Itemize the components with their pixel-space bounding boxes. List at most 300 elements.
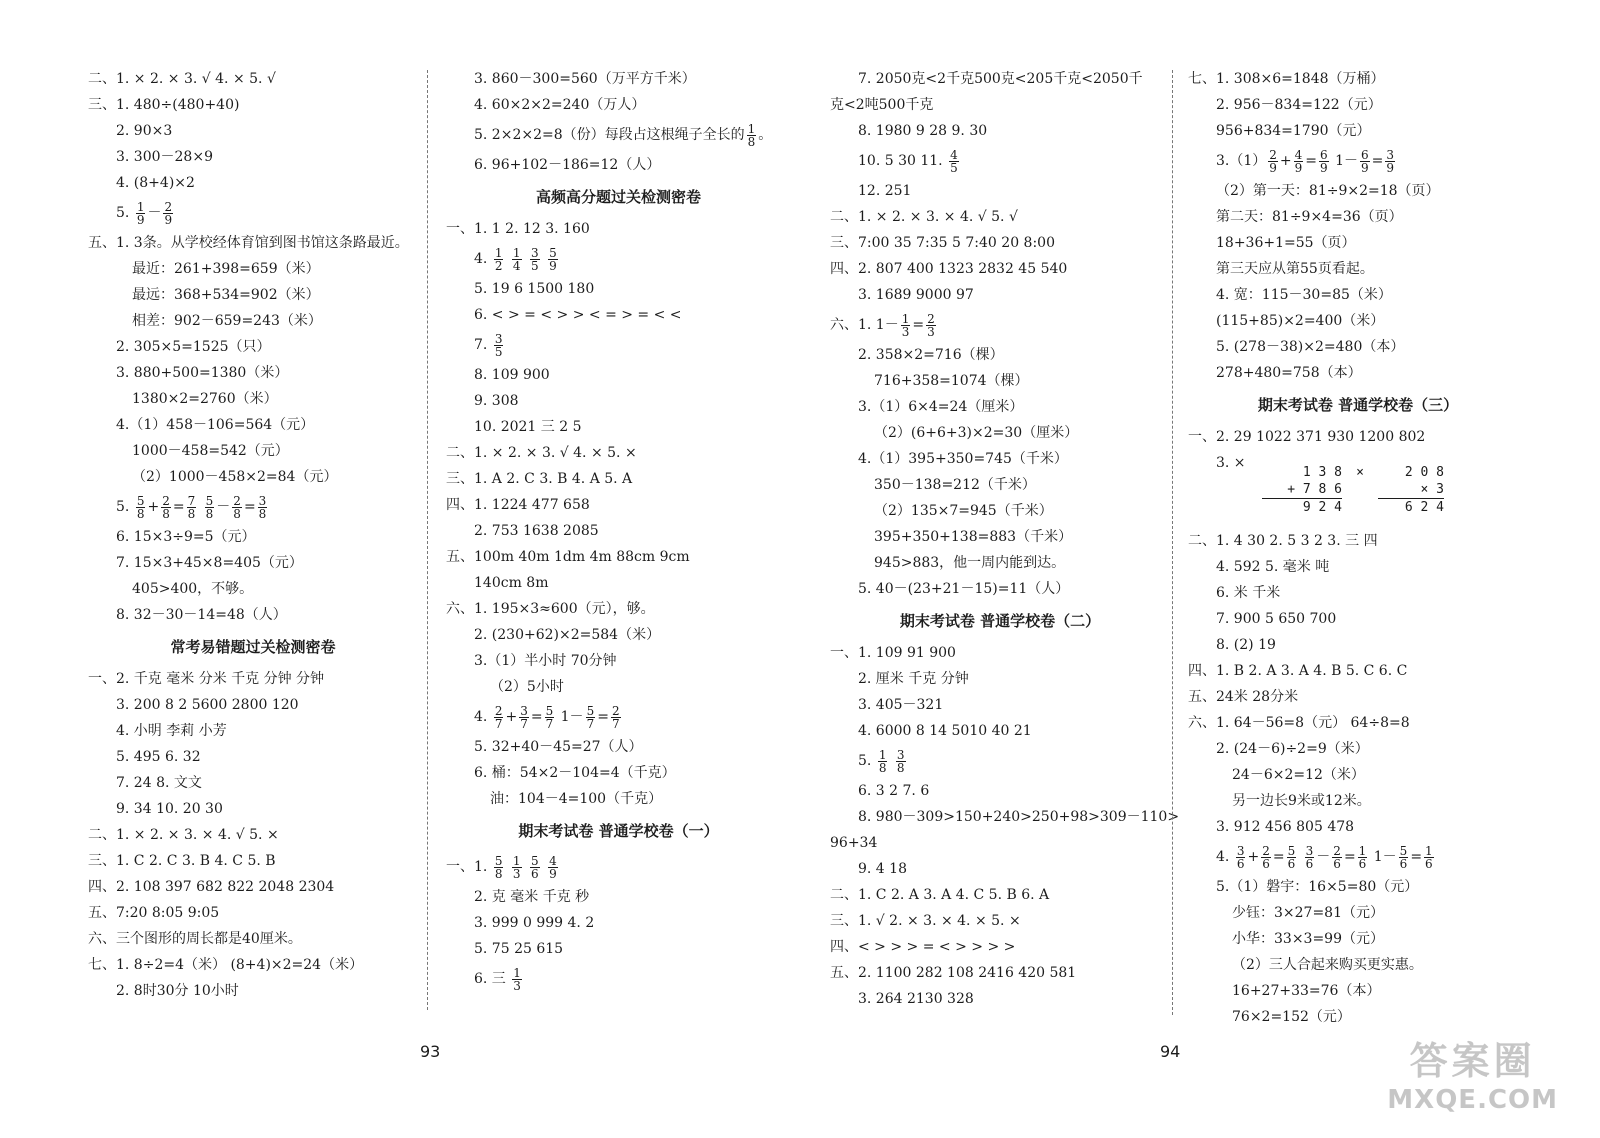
answer-line: 8. 1980 9 28 9. 30	[858, 123, 988, 139]
denominator: 7	[520, 716, 528, 731]
answer-text: 5. 2×2×2=8（份）每段占这根绳子全长的	[474, 127, 745, 143]
numerator: 6	[1361, 147, 1369, 162]
answer-text: 6. 三	[474, 971, 511, 987]
section-heading: 常考易错题过关检测密卷	[170, 638, 336, 656]
answer-line: 395+350+138=883（千米）	[874, 529, 1073, 545]
denominator: 8	[187, 506, 196, 521]
numerator: 1	[1425, 843, 1433, 858]
fraction	[530, 855, 540, 880]
answer-line: 140cm 8m	[474, 575, 549, 591]
answer-line	[830, 308, 1170, 342]
answer-text	[542, 859, 546, 875]
answer-text: －	[216, 499, 231, 515]
answer-line: 二、1. 4 30 2. 5 3 2 3. 三 四	[1188, 533, 1378, 549]
denominator: 7	[494, 716, 503, 731]
answer-line: 二、1. × 2. × 3. × 4. √ 5. √	[830, 209, 1018, 225]
answer-line: 4. (8+4)×2	[116, 175, 195, 191]
fraction	[512, 855, 522, 880]
answer-line: 2. 厘米 千克 分钟	[858, 671, 969, 687]
denominator: 5	[494, 344, 503, 359]
fraction	[519, 705, 529, 730]
denominator: 6	[1425, 856, 1433, 871]
denominator: 9	[1386, 160, 1395, 175]
fraction	[187, 495, 197, 520]
fraction	[878, 749, 888, 774]
answer-line: 4. 小明 李莉 小芳	[116, 723, 227, 739]
column-divider	[1172, 70, 1173, 1015]
denominator: 9	[1269, 160, 1277, 175]
fraction	[494, 705, 504, 730]
numerator: 3	[1386, 147, 1395, 162]
fraction	[512, 967, 522, 992]
numerator: 2	[611, 703, 620, 718]
fraction	[512, 247, 522, 272]
denominator: 9	[1320, 160, 1328, 175]
watermark-logo: 答案圈 MXQE.COM	[1387, 1039, 1558, 1115]
numerator: 5	[531, 853, 539, 868]
denominator: 7	[586, 716, 595, 731]
fraction	[494, 333, 504, 358]
fraction	[136, 201, 146, 226]
denominator: 6	[1287, 856, 1296, 871]
answer-line: 12. 251	[858, 183, 912, 199]
answer-line: 4. 宽：115－30=85（米）	[1216, 287, 1392, 303]
denominator: 9	[1361, 160, 1369, 175]
answer-line	[1188, 144, 1528, 178]
answer-text: =	[1272, 849, 1285, 865]
answer-text	[198, 499, 202, 515]
answer-line	[1188, 840, 1528, 874]
answer-line: 二、1. × 2. × 3. √ 4. × 5. ×	[446, 445, 637, 461]
fraction	[949, 149, 959, 174]
answer-column-1	[88, 66, 418, 1004]
answer-line: 五、24米 28分米	[1188, 689, 1299, 705]
answer-text	[505, 859, 509, 875]
denominator: 8	[896, 760, 905, 775]
answer-line: 6. 15×3÷9=5（元）	[116, 529, 256, 545]
numerator: 5	[494, 853, 503, 868]
answer-line: （2）(6+6+3)×2=30（厘米）	[874, 425, 1079, 441]
answer-line: 相差：902－659=243（米）	[132, 313, 322, 329]
denominator: 7	[611, 716, 620, 731]
fraction	[1287, 845, 1297, 870]
answer-line: 5. 19 6 1500 180	[474, 281, 595, 297]
numerator: 3	[520, 703, 528, 718]
spacer	[1188, 502, 1528, 528]
answer-line: 3.（1）6×4=24（厘米）	[858, 399, 1024, 415]
numerator: 4	[950, 147, 958, 162]
denominator: 6	[1358, 856, 1367, 871]
answer-text: +	[1279, 153, 1292, 169]
numerator: 3	[494, 331, 503, 346]
fraction	[232, 495, 242, 520]
fraction	[545, 705, 555, 730]
answer-line: 六、1. 64－56=8（元） 64÷8=8	[1188, 715, 1410, 731]
denominator: 6	[1305, 856, 1314, 871]
answer-line	[446, 118, 791, 152]
fraction	[163, 201, 173, 226]
numerator: 1	[1358, 843, 1367, 858]
answer-text	[524, 859, 528, 875]
fraction	[1261, 845, 1271, 870]
page-number-right: 94	[1160, 1042, 1181, 1061]
answer-line: 4. 592 5. 毫米 吨	[1216, 559, 1330, 575]
denominator: 9	[549, 258, 557, 273]
answer-line: 76×2=152（元）	[1232, 1009, 1351, 1025]
answer-line: 二、1. C 2. A 3. A 4. C 5. B 6. A	[830, 887, 1050, 903]
answer-line: 一、1. 1 2. 12 3. 160	[446, 221, 590, 237]
answer-line: 3.（1）半小时 70分钟	[474, 653, 617, 669]
answer-text: =	[530, 709, 543, 725]
answer-line: 2. 90×3	[116, 123, 173, 139]
answer-line: 另一边长9米或12米。	[1232, 793, 1371, 809]
answer-line: 小华：33×3=99（元）	[1232, 931, 1384, 947]
answer-line: 9. 34 10. 20 30	[116, 801, 223, 817]
fraction	[1294, 149, 1304, 174]
numerator: 5	[1287, 843, 1296, 858]
answer-line: 少钰：3×27=81（元）	[1232, 905, 1384, 921]
fraction	[1399, 845, 1409, 870]
fraction	[1424, 845, 1434, 870]
answer-line: （2）三人合起来购买更实惠。	[1232, 957, 1423, 973]
numerator: 5	[545, 703, 554, 718]
numerator: 2	[164, 199, 173, 214]
answer-line	[830, 144, 1170, 178]
answer-text: 4.	[474, 251, 492, 267]
answer-line: 6. 桶：54×2－104=4（千克）	[474, 765, 676, 781]
answer-text: 1－	[1369, 849, 1397, 865]
answer-column-3	[830, 66, 1180, 1012]
answer-text: 3.（1）	[1216, 153, 1267, 169]
answer-text: +	[505, 709, 518, 725]
answer-line: 6. 3 2 7. 6	[858, 783, 930, 799]
denominator: 6	[531, 866, 539, 881]
answer-text	[505, 251, 509, 267]
answer-line: (115+85)×2=400（米）	[1216, 313, 1385, 329]
numerator: 2	[494, 703, 503, 718]
fraction	[548, 855, 558, 880]
answer-line: 七、1. 8÷2=4（米） (8+4)×2=24（米）	[88, 957, 364, 973]
answer-line: 7. 2050克<2千克500克<205千克<2050千	[858, 71, 1143, 87]
denominator: 3	[512, 866, 521, 881]
answer-line: 956+834=1790（元）	[1216, 123, 1371, 139]
answer-line: 五、7:20 8:05 9:05	[88, 905, 220, 921]
answer-line: 三、1. A 2. C 3. B 4. A 5. A	[446, 471, 633, 487]
fraction	[205, 495, 215, 520]
denominator: 5	[531, 258, 539, 273]
answer-line: 最远：368+534=902（米）	[132, 287, 320, 303]
denominator: 8	[162, 506, 170, 521]
answer-line: 5. (278－38)×2=480（本）	[1216, 339, 1405, 355]
answer-text: =	[1410, 849, 1423, 865]
answer-line: 350－138=212（千米）	[874, 477, 1036, 493]
fraction	[1236, 845, 1246, 870]
answer-line: 1000－458=542（元）	[132, 443, 289, 459]
denominator: 9	[1294, 160, 1303, 175]
answer-line	[446, 700, 791, 734]
numerator: 3	[1305, 843, 1314, 858]
denominator: 8	[136, 506, 145, 521]
numerator: 2	[233, 493, 241, 508]
numerator: 1	[136, 199, 145, 214]
answer-text: =	[912, 317, 925, 333]
numerator: 1	[878, 747, 887, 762]
denominator: 4	[512, 258, 521, 273]
answer-line: 油：104－4=100（千克）	[490, 791, 663, 807]
numerator: 2	[927, 311, 935, 326]
numerator: 7	[187, 493, 196, 508]
answer-column-2	[446, 66, 791, 996]
answer-line: 五、1. 3条。从学校经体育馆到图书馆这条路最近。	[88, 235, 409, 251]
answer-line: （2）5小时	[490, 679, 564, 695]
numerator: 2	[1333, 843, 1341, 858]
answer-line: 1380×2=2760（米）	[132, 391, 278, 407]
denominator: 8	[494, 866, 503, 881]
fraction	[926, 313, 936, 338]
denominator: 2	[494, 258, 503, 273]
answer-line: 3. 405－321	[858, 697, 944, 713]
answer-line: 七、1. 308×6=1848（万桶）	[1188, 71, 1385, 87]
numerator: 5	[1399, 843, 1408, 858]
answer-line: 5. 32+40－45=27（人）	[474, 739, 643, 755]
fraction	[586, 705, 596, 730]
answer-line: 四、2. 807 400 1323 2832 45 540	[830, 261, 1068, 277]
answer-line: 2. 克 毫米 千克 秒	[474, 889, 590, 905]
answer-line: 三、7:00 35 7:35 5 7:40 20 8:00	[830, 235, 1055, 251]
answer-text: 4.	[1216, 849, 1234, 865]
answer-line: 6. < > = < > > < = > = < <	[474, 307, 682, 323]
answer-line: 四、1. 1224 477 658	[446, 497, 590, 513]
denominator: 9	[549, 866, 557, 881]
numerator: 3	[258, 493, 267, 508]
answer-line: 2. (24－6)÷2=9（米）	[1216, 741, 1369, 757]
denominator: 8	[747, 134, 756, 149]
numerator: 1	[512, 245, 521, 260]
answer-text: 六、1. 1－	[830, 317, 899, 333]
answer-line: 278+480=758（本）	[1216, 365, 1362, 381]
answer-text: =	[172, 499, 185, 515]
answer-line: 6. 96+102－186=12（人）	[474, 157, 661, 173]
answer-text: =	[1371, 153, 1384, 169]
answer-line: （2）1000－458×2=84（元）	[132, 469, 338, 485]
fraction	[258, 495, 268, 520]
answer-text: －	[147, 205, 162, 221]
numerator: 1	[494, 245, 503, 260]
numerator: 1	[513, 965, 521, 980]
answer-line: 四、< > > > = < > > > >	[830, 939, 1016, 955]
answer-line: 2. (230+62)×2=584（米）	[474, 627, 661, 643]
answer-line: 3. 200 8 2 5600 2800 120	[116, 697, 299, 713]
numerator: 5	[549, 245, 557, 260]
answer-line: 3. 880+500=1380（米）	[116, 365, 289, 381]
answer-text: 5.	[858, 753, 876, 769]
answer-line: 945>883，他一周内能到达。	[874, 555, 1066, 571]
answer-line	[446, 850, 791, 884]
answer-line	[830, 744, 1170, 778]
answer-line: 五、2. 1100 282 108 2416 420 581	[830, 965, 1077, 981]
answer-text: 一、1.	[446, 859, 492, 875]
answer-line: 8. 980－309>150+240>250+98>309－110>	[858, 809, 1180, 825]
answer-line: 3. 1689 9000 97	[858, 287, 974, 303]
answer-line: 3. 912 456 805 478	[1216, 819, 1355, 835]
answer-line: 六、1. 195×3≈600（元），够。	[446, 601, 655, 617]
denominator: 8	[205, 506, 214, 521]
fraction	[494, 247, 504, 272]
answer-line: 五、100m 40m 1dm 4m 88cm 9cm	[446, 549, 690, 565]
answer-line: 18+36+1=55（页）	[1216, 235, 1356, 251]
answer-line: 三、1. C 2. C 3. B 4. C 5. B	[88, 853, 276, 869]
answer-text: 10. 5 30 11.	[858, 153, 948, 169]
numerator: 2	[162, 493, 170, 508]
answer-text: 5.	[116, 499, 134, 515]
numerator: 2	[1262, 843, 1270, 858]
answer-text	[889, 753, 893, 769]
fraction	[530, 247, 540, 272]
numerator: 3	[1236, 843, 1245, 858]
answer-line: 2. 956－834=122（元）	[1216, 97, 1382, 113]
answer-line: 最近：261+398=659（米）	[132, 261, 320, 277]
answer-text	[542, 251, 546, 267]
answer-line: 三、1. 480÷(480+40)	[88, 97, 240, 113]
answer-line: 24－6×2=12（米）	[1232, 767, 1365, 783]
answer-text: 1－	[1330, 153, 1359, 169]
answer-line	[446, 962, 791, 996]
answer-line: 4.（1）458－106=564（元）	[116, 417, 315, 433]
numerator: 1	[747, 121, 756, 136]
numerator: 4	[549, 853, 557, 868]
denominator: 3	[513, 978, 521, 993]
answer-line: 六、三个图形的周长都是40厘米。	[88, 931, 302, 947]
denominator: 9	[136, 212, 145, 227]
answer-line: 5. 75 25 615	[474, 941, 564, 957]
answer-line: 16+27+33=76（本）	[1232, 983, 1381, 999]
answer-line: 5.（1）磐宇：16×5=80（元）	[1216, 879, 1419, 895]
fraction	[611, 705, 621, 730]
numerator: 2	[1269, 147, 1277, 162]
page-number-left: 93	[420, 1042, 441, 1061]
fraction	[1360, 149, 1370, 174]
denominator: 8	[233, 506, 241, 521]
denominator: 6	[1399, 856, 1408, 871]
answer-line: 第二天：81÷9×4=36（页）	[1216, 209, 1403, 225]
fraction	[494, 855, 504, 880]
fraction	[901, 313, 911, 338]
fraction	[1358, 845, 1368, 870]
answer-line: 716+358=1074（棵）	[874, 373, 1029, 389]
answer-line: 二、1. × 2. × 3. × 4. √ 5. ×	[88, 827, 279, 843]
answer-line: 2. 8时30分 10小时	[116, 983, 239, 999]
answer-line: 3. 860－300=560（万平方千米）	[474, 71, 696, 87]
denominator: 7	[545, 716, 554, 731]
vertical-addition: 1 3 8 + 7 8 6 9 2 4	[1262, 464, 1342, 516]
answer-line: 9. 308	[474, 393, 519, 409]
answer-line: 一、2. 29 1022 371 930 1200 802	[1188, 429, 1426, 445]
numerator: 5	[205, 493, 214, 508]
answer-line	[446, 242, 791, 276]
answer-line	[88, 490, 418, 524]
answer-line: 10. 2021 三 2 5	[474, 419, 582, 435]
answer-line: 405>400，不够。	[132, 581, 254, 597]
answer-line: 9. 4 18	[858, 861, 907, 877]
denominator: 5	[950, 160, 958, 175]
answer-text: =	[1343, 849, 1356, 865]
answer-text: 5.	[116, 205, 134, 221]
answer-text: 1－	[556, 709, 584, 725]
answer-line	[446, 328, 791, 362]
answer-line: 7. 24 8. 文文	[116, 775, 202, 791]
fraction	[1268, 149, 1278, 174]
answer-text: =	[1305, 153, 1318, 169]
numerator: 4	[1294, 147, 1303, 162]
denominator: 6	[1262, 856, 1270, 871]
numerator: 3	[896, 747, 905, 762]
answer-line: 6. 米 千米	[1216, 585, 1281, 601]
answer-text: 。	[758, 127, 773, 143]
answer-line: 7. 900 5 650 700	[1216, 611, 1337, 627]
answer-text	[1298, 849, 1302, 865]
numerator: 5	[586, 703, 595, 718]
fraction	[1385, 149, 1395, 174]
answer-line: （2）135×7=945（千米）	[874, 503, 1053, 519]
answer-column-4	[1188, 66, 1528, 1030]
answer-text: +	[1247, 849, 1260, 865]
fraction	[1319, 149, 1329, 174]
vertical-multiplication: 2 0 8 × 3 6 2 4	[1378, 464, 1444, 516]
fraction	[548, 247, 558, 272]
answer-text: －	[1316, 849, 1331, 865]
answer-line: 一、2. 千克 毫米 分米 千克 分钟 分钟	[88, 671, 325, 687]
denominator: 3	[901, 324, 910, 339]
answer-text	[524, 251, 528, 267]
answer-line: 4.（1）395+350=745（千米）	[858, 451, 1068, 467]
answer-text: =	[243, 499, 256, 515]
denominator: 9	[164, 212, 173, 227]
numerator: 1	[901, 311, 910, 326]
answer-line: 8. 32－30－14=48（人）	[116, 607, 287, 623]
answer-line	[88, 196, 418, 230]
section-heading: 期末考试卷 普通学校卷（二）	[899, 612, 1101, 630]
answer-line: 3. ×	[1216, 455, 1246, 471]
answer-line: 8. (2) 19	[1216, 637, 1276, 653]
vertical-multiplication-mark: ×	[1356, 465, 1364, 480]
answer-line: 三、1. √ 2. × 3. × 4. × 5. ×	[830, 913, 1021, 929]
answer-line: 7. 15×3+45×8=405（元）	[116, 555, 303, 571]
answer-line: 3. 999 0 999 4. 2	[474, 915, 595, 931]
section-heading: 期末考试卷 普通学校卷（三）	[1257, 396, 1459, 414]
answer-line: 5. 495 6. 32	[116, 749, 201, 765]
answer-text: +	[147, 499, 160, 515]
numerator: 6	[1320, 147, 1328, 162]
fraction	[1305, 845, 1315, 870]
denominator: 8	[878, 760, 887, 775]
fraction	[136, 495, 146, 520]
numerator: 5	[136, 493, 145, 508]
answer-line: 96+34	[830, 835, 878, 851]
column-divider	[427, 70, 428, 1010]
numerator: 1	[512, 853, 521, 868]
answer-line: 4. 60×2×2=240（万人）	[474, 97, 646, 113]
fraction	[1332, 845, 1342, 870]
answer-line: 四、1. B 2. A 3. A 4. B 5. C 6. C	[1188, 663, 1408, 679]
answer-line: 3. 300－28×9	[116, 149, 213, 165]
answer-line: 二、1. × 2. × 3. √ 4. × 5. √	[88, 71, 276, 87]
section-heading: 高频高分题过关检测密卷	[535, 188, 701, 206]
answer-line: 2. 305×5=1525（只）	[116, 339, 271, 355]
section-heading: 期末考试卷 普通学校卷（一）	[518, 822, 719, 840]
answer-line: 四、2. 108 397 682 822 2048 2304	[88, 879, 335, 895]
denominator: 8	[258, 506, 267, 521]
numerator: 3	[531, 245, 539, 260]
